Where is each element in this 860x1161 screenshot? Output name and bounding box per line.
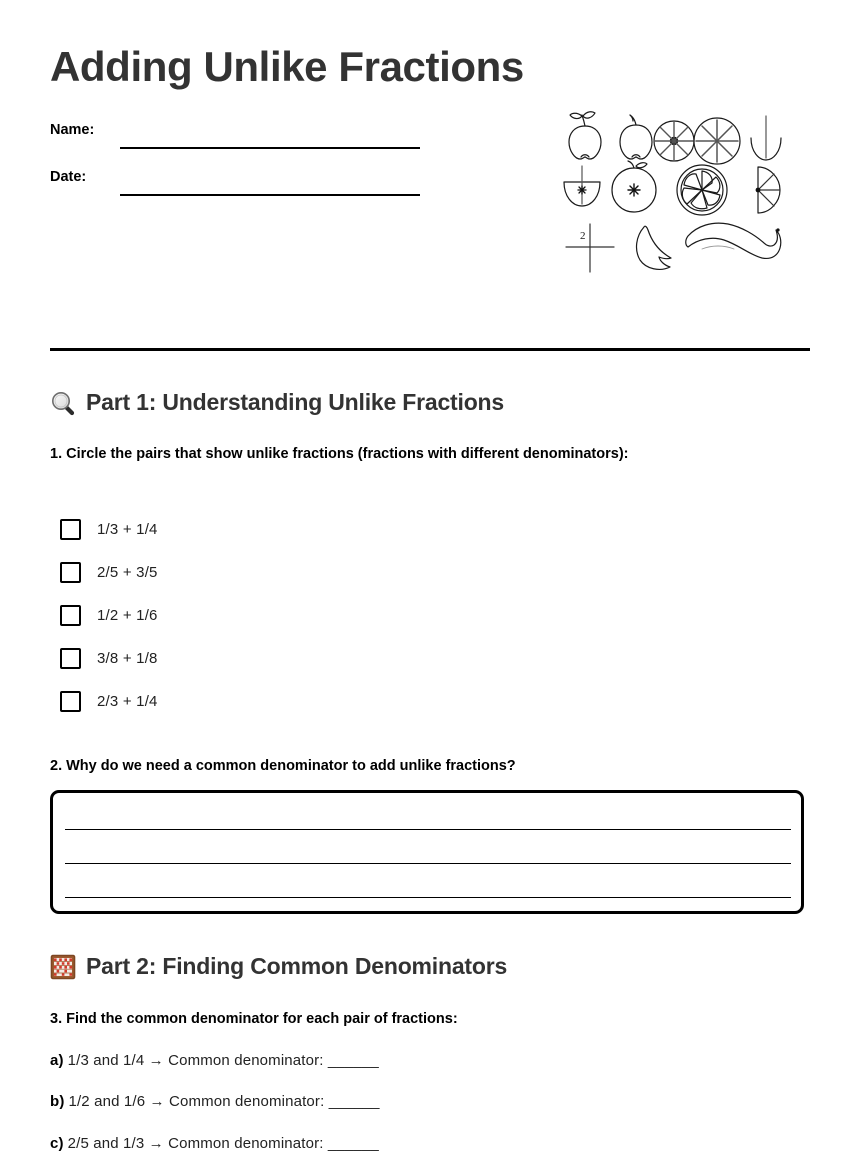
option-checkbox[interactable]	[60, 605, 81, 626]
option-label: 1/2 + 1/6	[97, 607, 158, 624]
option-label: 1/3 + 1/4	[97, 521, 158, 538]
option-label: 2/3 + 1/4	[97, 693, 158, 710]
item-text: 1/2 and 1/6 → Common denominator: ______	[68, 1093, 380, 1110]
part2-heading	[50, 953, 507, 980]
name-label: Name:	[50, 122, 95, 138]
apple-whole-icon	[569, 112, 601, 159]
date-label: Date:	[50, 169, 87, 185]
list-item[interactable]	[60, 551, 480, 594]
common-denominator-item-a[interactable]	[50, 1052, 379, 1069]
common-denominator-item-b[interactable]	[50, 1093, 380, 1110]
item-text: 1/3 and 1/4 → Common denominator: ______	[67, 1052, 379, 1069]
list-item[interactable]	[60, 594, 480, 637]
half-fruit-asterisk-icon	[564, 166, 600, 206]
apple-stem-icon	[620, 115, 652, 159]
option-checkbox[interactable]	[60, 691, 81, 712]
option-checkbox[interactable]	[60, 562, 81, 583]
orange-slice-eighths-icon	[654, 121, 694, 161]
list-item[interactable]	[60, 637, 480, 680]
answer-write-line[interactable]	[65, 897, 791, 898]
question-3: 3. Find the common denominator for each pair of fractions:	[50, 1011, 458, 1027]
clipart-number-2: 2	[580, 230, 586, 242]
part1-heading-text: Part 1: Understanding Unlike Fractions	[86, 389, 504, 415]
banana-large-icon	[686, 223, 781, 258]
item-letter: b)	[50, 1093, 65, 1110]
question-1: 1. Circle the pairs that show unlike fractions (fractions with different denominators):	[50, 446, 629, 462]
half-fruit-icon	[751, 116, 781, 160]
option-checkbox[interactable]	[60, 519, 81, 540]
orange-cross-section-icon	[677, 165, 727, 215]
unlike-fraction-options	[60, 508, 480, 723]
list-item[interactable]	[60, 508, 480, 551]
option-label: 2/5 + 3/5	[97, 564, 158, 581]
name-input-line[interactable]	[120, 147, 420, 149]
abacus-icon	[50, 954, 76, 980]
list-item[interactable]	[60, 680, 480, 723]
answer-box[interactable]	[50, 790, 804, 914]
item-letter: a)	[50, 1052, 64, 1069]
option-checkbox[interactable]	[60, 648, 81, 669]
banana-small-icon	[637, 226, 671, 269]
fruit-fractions-clipart	[552, 100, 800, 280]
header-divider	[50, 348, 810, 351]
item-letter: c)	[50, 1135, 64, 1152]
question-2: 2. Why do we need a common denominator to add unlike fractions?	[50, 758, 516, 774]
part1-heading	[50, 389, 504, 416]
orange-whole-icon	[612, 161, 656, 212]
fraction-crosshair-icon	[566, 224, 614, 272]
orange-slice-open-icon	[694, 118, 740, 164]
magnifying-glass-icon	[50, 390, 76, 416]
item-text: 2/5 and 1/3 → Common denominator: ______	[67, 1135, 379, 1152]
common-denominator-item-c[interactable]	[50, 1135, 379, 1152]
page-title: Adding Unlike Fractions	[50, 43, 524, 90]
answer-write-line[interactable]	[65, 863, 791, 864]
date-input-line[interactable]	[120, 194, 420, 196]
half-orange-wedges-icon	[756, 167, 780, 213]
option-label: 3/8 + 1/8	[97, 650, 158, 667]
answer-write-line[interactable]	[65, 829, 791, 830]
part2-heading-text: Part 2: Finding Common Denominators	[86, 953, 508, 979]
